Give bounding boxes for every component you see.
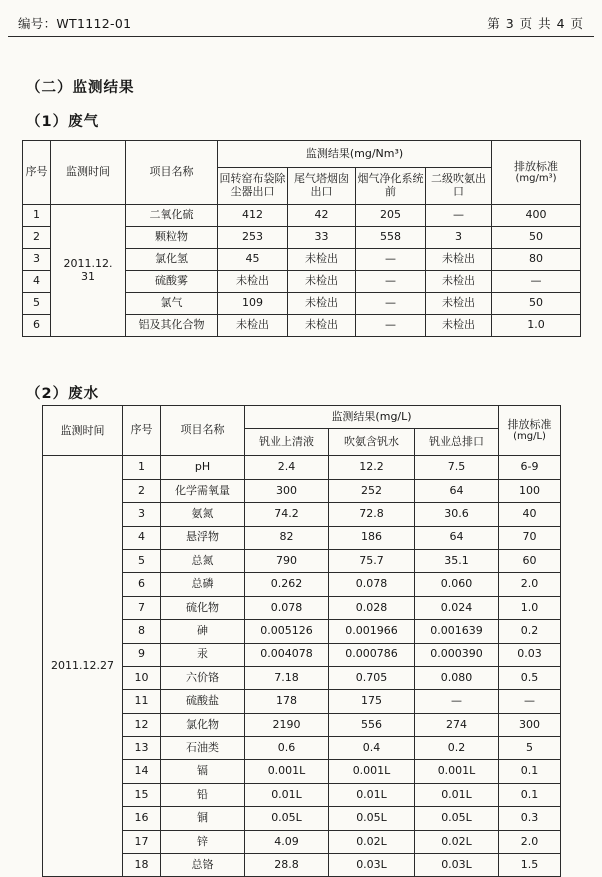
water-cell-v2: 72.8 [329,503,415,526]
water-cell-v2: 0.01L [329,783,415,806]
water-cell-v2: 0.4 [329,737,415,760]
water-cell-item: 锌 [161,830,245,853]
water-cell-std: 300 [499,713,561,736]
water-cell-v1: 0.001L [245,760,329,783]
water-cell-seq: 2 [123,479,161,502]
water-cell-v2: 0.05L [329,807,415,830]
water-cell-v1: 2.4 [245,456,329,479]
gas-col-seq: 序号 [23,141,51,205]
water-results-table [42,405,561,877]
water-cell-item: 总磷 [161,573,245,596]
water-cell-item: 硫酸盐 [161,690,245,713]
water-cell-v3: 7.5 [415,456,499,479]
document-number: 编号：WT1112-01 [18,16,132,31]
gas-cell-v2: 42 [288,205,356,227]
section-title: （二）监测结果 [26,80,135,96]
water-cell-seq: 6 [123,573,161,596]
water-cell-std: 0.3 [499,807,561,830]
water-cell-v1: 4.09 [245,830,329,853]
gas-cell-seq: 1 [23,205,51,227]
water-cell-v1: 0.6 [245,737,329,760]
water-cell-seq: 11 [123,690,161,713]
gas-subcol-3: 烟气净化系统前 [356,168,426,205]
water-cell-v2: 186 [329,526,415,549]
gas-cell-seq: 6 [23,315,51,337]
subsection-title-water: （2）废水 [26,386,100,402]
water-cell-v3: 274 [415,713,499,736]
gas-cell-item: 二氧化硫 [126,205,218,227]
gas-col-standard [492,141,581,205]
water-cell-item: 铜 [161,807,245,830]
gas-cell-std: 50 [492,293,581,315]
water-cell-item: 汞 [161,643,245,666]
water-cell-v2: 0.001L [329,760,415,783]
water-cell-std: 100 [499,479,561,502]
water-cell-seq: 7 [123,596,161,619]
gas-cell-v3: 205 [356,205,426,227]
water-cell-seq: 14 [123,760,161,783]
gas-results-table [22,140,581,337]
water-cell-std: 60 [499,549,561,572]
water-cell-std: 40 [499,503,561,526]
water-cell-v3: 0.02L [415,830,499,853]
water-cell-v3: 0.05L [415,807,499,830]
water-col-standard-label: 排放标准 [507,417,552,431]
gas-cell-v3: — [356,315,426,337]
gas-cell-std: 80 [492,249,581,271]
gas-cell-v4: — [426,205,492,227]
gas-col-standard-label: 排放标准 [514,159,559,173]
water-cell-v2: 0.000786 [329,643,415,666]
water-cell-v1: 790 [245,549,329,572]
water-header-row-1 [43,406,561,429]
water-cell-v2: 12.2 [329,456,415,479]
gas-subcol-4: 二级吹氨出口 [426,168,492,205]
header-divider [8,36,594,37]
water-cell-std: 0.1 [499,760,561,783]
water-cell-seq: 13 [123,737,161,760]
water-cell-v2: 0.03L [329,854,415,877]
gas-col-time: 监测时间 [51,141,126,205]
gas-col-standard-unit: (mg/m³) [515,173,557,185]
gas-subcol-1: 回转窑布袋除尘器出口 [218,168,288,205]
gas-cell-std: 400 [492,205,581,227]
water-cell-seq: 17 [123,830,161,853]
water-cell-item: 总铬 [161,854,245,877]
water-cell-v1: 7.18 [245,666,329,689]
water-cell-item: 硫化物 [161,596,245,619]
water-cell-v3: 0.024 [415,596,499,619]
water-cell-v2: 0.001966 [329,620,415,643]
gas-cell-v3: — [356,249,426,271]
gas-cell-item: 铝及其化合物 [126,315,218,337]
water-cell-seq: 18 [123,854,161,877]
gas-cell-v4: 未检出 [426,271,492,293]
water-cell-seq: 9 [123,643,161,666]
water-cell-v1: 0.05L [245,807,329,830]
water-cell-v1: 2190 [245,713,329,736]
water-cell-v2: 0.705 [329,666,415,689]
water-col-standard-unit: (mg/L) [513,431,546,443]
water-cell-v3: 0.2 [415,737,499,760]
page-number: 第 3 页 共 4 页 [487,16,584,31]
gas-cell-item: 颗粒物 [126,227,218,249]
water-cell-v3: 64 [415,479,499,502]
water-cell-std: 0.03 [499,643,561,666]
water-cell-v1: 28.8 [245,854,329,877]
gas-cell-item: 氯气 [126,293,218,315]
gas-cell-item: 硫酸雾 [126,271,218,293]
water-cell-v1: 0.005126 [245,620,329,643]
water-cell-time: 2011.12.27 [43,456,123,877]
water-cell-item: 化学需氧量 [161,479,245,502]
water-subcol-1: 钒业上清液 [245,429,329,456]
water-cell-std: 70 [499,526,561,549]
water-cell-v2: 75.7 [329,549,415,572]
water-cell-item: 镉 [161,760,245,783]
water-cell-seq: 5 [123,549,161,572]
gas-cell-v2: 未检出 [288,315,356,337]
water-cell-v3: 0.000390 [415,643,499,666]
water-subcol-3: 钒业总排口 [415,429,499,456]
water-cell-std: 0.1 [499,783,561,806]
water-cell-v3: 30.6 [415,503,499,526]
gas-cell-seq: 4 [23,271,51,293]
water-cell-v1: 178 [245,690,329,713]
gas-cell-v1: 未检出 [218,271,288,293]
gas-cell-v2: 未检出 [288,293,356,315]
gas-cell-seq: 5 [23,293,51,315]
water-cell-v1: 74.2 [245,503,329,526]
water-cell-item: 悬浮物 [161,526,245,549]
gas-cell-v4: 未检出 [426,315,492,337]
water-cell-seq: 10 [123,666,161,689]
water-cell-std: 0.5 [499,666,561,689]
water-cell-std: 5 [499,737,561,760]
gas-cell-v1: 412 [218,205,288,227]
water-col-time-label: 监测时间 [60,423,105,437]
water-cell-v3: 0.080 [415,666,499,689]
gas-cell-v4: 3 [426,227,492,249]
water-cell-std: 1.5 [499,854,561,877]
water-cell-item: 铅 [161,783,245,806]
gas-cell-time: 2011.12. 31 [51,205,126,337]
gas-cell-v3: — [356,293,426,315]
water-cell-v2: 0.028 [329,596,415,619]
water-cell-std: 2.0 [499,830,561,853]
table-row [23,205,581,227]
water-cell-std: 1.0 [499,596,561,619]
water-cell-v2: 252 [329,479,415,502]
water-col-item: 项目名称 [161,406,245,456]
water-col-standard [499,406,561,456]
water-cell-seq: 8 [123,620,161,643]
gas-col-item: 项目名称 [126,141,218,205]
water-col-result-group: 监测结果(mg/L) [245,406,499,429]
water-cell-item: 砷 [161,620,245,643]
gas-cell-v4: 未检出 [426,249,492,271]
gas-cell-v4: 未检出 [426,293,492,315]
water-col-seq: 序号 [123,406,161,456]
water-cell-item: pH [161,456,245,479]
gas-cell-item: 氯化氢 [126,249,218,271]
water-subcol-2: 吹氨含钒水 [329,429,415,456]
gas-cell-v1: 109 [218,293,288,315]
gas-col-result-group: 监测结果(mg/Nm³) [218,141,492,168]
gas-subcol-2: 尾气塔烟囱出口 [288,168,356,205]
water-cell-std: 0.2 [499,620,561,643]
gas-header-row-1 [23,141,581,168]
water-cell-v2: 556 [329,713,415,736]
water-cell-item: 氨氮 [161,503,245,526]
gas-cell-std: 50 [492,227,581,249]
gas-cell-v1: 未检出 [218,315,288,337]
water-cell-v1: 0.004078 [245,643,329,666]
water-cell-v1: 82 [245,526,329,549]
table-row [43,456,561,479]
water-cell-item: 总氮 [161,549,245,572]
subsection-title-gas: （1）废气 [26,114,100,130]
water-cell-v2: 175 [329,690,415,713]
water-cell-seq: 15 [123,783,161,806]
water-cell-v3: 0.001L [415,760,499,783]
water-cell-seq: 4 [123,526,161,549]
water-col-time [43,406,123,456]
water-cell-v3: 64 [415,526,499,549]
water-cell-seq: 16 [123,807,161,830]
water-cell-seq: 12 [123,713,161,736]
water-cell-v1: 0.01L [245,783,329,806]
water-cell-seq: 1 [123,456,161,479]
water-cell-v1: 300 [245,479,329,502]
gas-cell-seq: 3 [23,249,51,271]
gas-cell-v2: 未检出 [288,271,356,293]
water-cell-v3: 0.001639 [415,620,499,643]
water-cell-item: 石油类 [161,737,245,760]
gas-cell-v2: 未检出 [288,249,356,271]
gas-cell-std: — [492,271,581,293]
water-cell-v3: 35.1 [415,549,499,572]
water-cell-std: 2.0 [499,573,561,596]
water-cell-v1: 0.262 [245,573,329,596]
water-cell-std: 6-9 [499,456,561,479]
water-cell-seq: 3 [123,503,161,526]
water-cell-v3: 0.03L [415,854,499,877]
water-cell-v2: 0.078 [329,573,415,596]
water-cell-item: 六价铬 [161,666,245,689]
gas-cell-v1: 253 [218,227,288,249]
gas-cell-v3: 558 [356,227,426,249]
water-cell-v2: 0.02L [329,830,415,853]
gas-cell-std: 1.0 [492,315,581,337]
gas-cell-v3: — [356,271,426,293]
water-cell-std: — [499,690,561,713]
water-cell-v1: 0.078 [245,596,329,619]
page-header [18,14,584,36]
water-cell-v3: — [415,690,499,713]
gas-cell-v2: 33 [288,227,356,249]
gas-cell-v1: 45 [218,249,288,271]
water-cell-item: 氯化物 [161,713,245,736]
water-cell-v3: 0.01L [415,783,499,806]
water-cell-v3: 0.060 [415,573,499,596]
gas-cell-seq: 2 [23,227,51,249]
